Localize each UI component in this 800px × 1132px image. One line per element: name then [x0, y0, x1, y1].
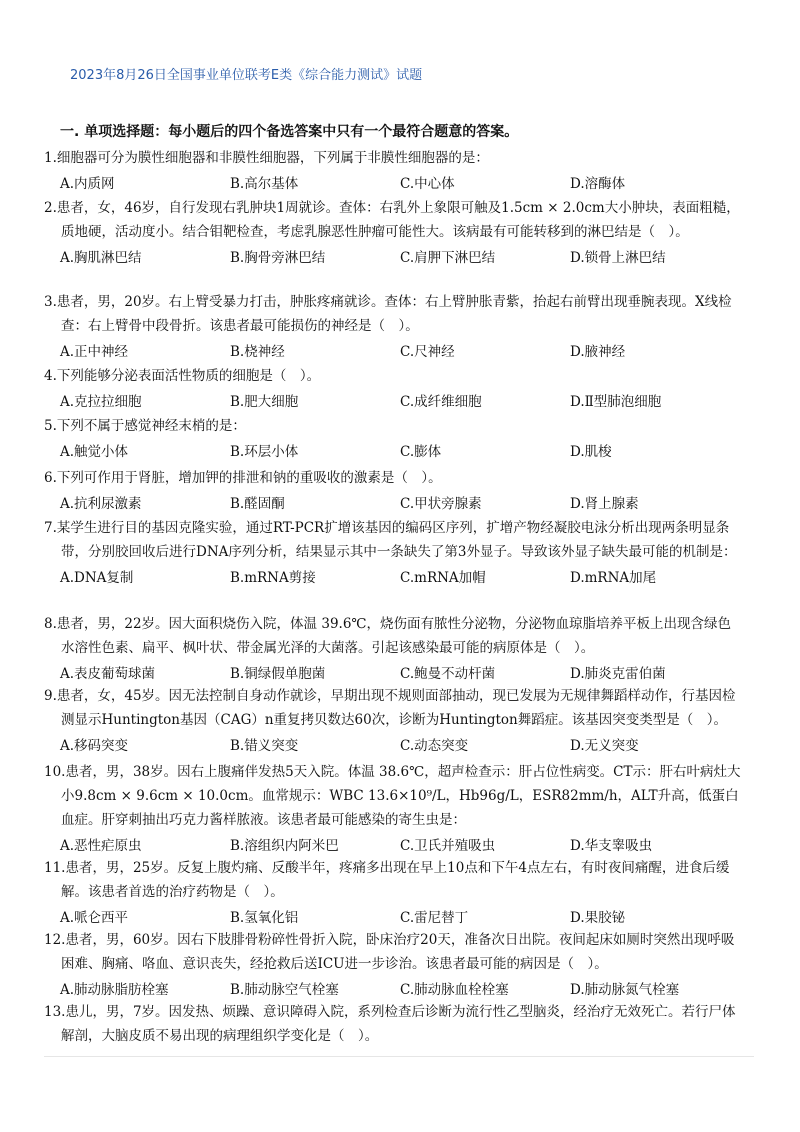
- option-b: B.铜绿假单胞菌: [230, 666, 326, 682]
- question-stem: 2.患者，女，46岁，自行发现右乳肿块1周就诊。查体：右乳外上象限可触及1.5cm × 2.0cm大小肿块，表面粗糙，质地硬，活动度小。结合钼靶检查，考虑乳腺恶性肿瘤可能性大。该病最有可能转移到的淋巴结是（ ）。: [44, 200, 740, 240]
- option-row: [44, 834, 744, 858]
- question-8: [44, 612, 744, 686]
- option-c: C.中心体: [400, 176, 455, 192]
- option-c: C.膨体: [400, 444, 442, 460]
- question-11: [44, 856, 744, 930]
- option-d: D.肺炎克雷伯菌: [570, 666, 666, 682]
- option-b: B.桡神经: [230, 344, 285, 360]
- question-4: [44, 364, 744, 414]
- option-row: [44, 172, 744, 196]
- option-b: B.mRNA剪接: [230, 570, 316, 586]
- option-row: [44, 662, 744, 686]
- option-b: B.肥大细胞: [230, 394, 299, 410]
- option-a: A.胸肌淋巴结: [60, 250, 142, 266]
- option-d: D.肌梭: [570, 444, 612, 460]
- question-stem: 3.患者，男，20岁。右上臂受暴力打击，肿胀疼痛就诊。查体：右上臂肿胀青紫，抬起右前臂出现垂腕表现。X线检查：右上臂骨中段骨折。该患者最可能损伤的神经是（ ）。: [44, 294, 732, 334]
- option-b: B.胸骨旁淋巴结: [230, 250, 326, 266]
- option-b: B.溶组织内阿米巴: [230, 838, 339, 854]
- option-row: [44, 340, 744, 364]
- question-9: [44, 684, 744, 758]
- question-stem: 8.患者，男，22岁。因大面积烧伤入院，体温 39.6℃，烧伤面有脓性分泌物，分泌物血琼脂培养平板上出现含绿色水溶性色素、扁平、枫叶状、带金属光泽的大菌落。引起该感染最可能的病原体是（ ）。: [44, 616, 732, 656]
- question-stem: 10.患者，男，38岁。因右上腹痛伴发热5天入院。体温 38.6℃，超声检查示：肝占位性病变。CT示：肝右叶病灶大小9.8cm × 9.6cm × 10.0cm。血常规示：WBC 13.6×10⁹/L，Hb96g/L，ESR82mm/h，ALT升高，低蛋白血症。肝穿刺抽出巧克力酱样脓液。该患者最可能感染的寄生虫是：: [44, 764, 741, 828]
- document-title: 2023年8月26日全国事业单位联考E类《综合能力测试》试题: [70, 68, 423, 83]
- option-a: A.肺动脉脂肪栓塞: [60, 982, 169, 998]
- option-a: A.内质网: [60, 176, 115, 192]
- option-a: A.触觉小体: [60, 444, 129, 460]
- question-12: [44, 928, 744, 1002]
- question-2: [44, 196, 744, 270]
- option-c: C.尺神经: [400, 344, 455, 360]
- question-6: [44, 466, 744, 516]
- option-c: C.肺动脉血栓栓塞: [400, 982, 509, 998]
- question-stem: 4.下列能够分泌表面活性物质的细胞是（ ）。: [44, 368, 321, 384]
- option-b: B.肺动脉空气栓塞: [230, 982, 339, 998]
- option-d: D.肺动脉氮气栓塞: [570, 982, 680, 998]
- question-1: [44, 146, 744, 196]
- option-b: B.环层小体: [230, 444, 299, 460]
- option-d: D.溶酶体: [570, 176, 626, 192]
- question-stem: 7.某学生进行目的基因克隆实验，通过RT-PCR扩增该基因的编码区序列，扩增产物经凝胶电泳分析出现两条明显条带，分别胶回收后进行DNA序列分析，结果显示其中一条缺失了第3外显子。导致该外显子缺失最可能的机制是：: [44, 520, 737, 560]
- option-c: C.肩胛下淋巴结: [400, 250, 496, 266]
- question-stem: 6.下列可作用于肾脏，增加钾的排泄和钠的重吸收的激素是（ ）。: [44, 470, 442, 486]
- option-a: A.DNA复制: [60, 570, 134, 586]
- section-title: 一. 单项选择题：每小题后的四个备选答案中只有一个最符合题意的答案。: [60, 124, 519, 140]
- question-stem: 12.患者，男，60岁。因右下肢腓骨粉碎性骨折入院，卧床治疗20天，准备次日出院。夜间起床如厕时突然出现呼吸困难、胸痛、咯血、意识丧失，经抢救后送ICU进一步诊治。该患者最可能的病因是（ ）。: [44, 932, 735, 972]
- option-a: A.表皮葡萄球菌: [60, 666, 156, 682]
- option-c: C.鲍曼不动杆菌: [400, 666, 496, 682]
- option-a: A.抗利尿激素: [60, 496, 142, 512]
- option-b: B.氢氧化铝: [230, 910, 299, 926]
- option-c: C.成纤维细胞: [400, 394, 482, 410]
- option-a: A.正中神经: [60, 344, 129, 360]
- question-5: [44, 414, 744, 464]
- option-a: A.克拉拉细胞: [60, 394, 142, 410]
- option-d: D.果胶铋: [570, 910, 626, 926]
- question-stem: 1.细胞器可分为膜性细胞器和非膜性细胞器，下列属于非膜性细胞器的是：: [44, 150, 489, 166]
- question-stem: 11.患者，男，25岁。反复上腹灼痛、反酸半年，疼痛多出现在早上10点和下午4点左右，有时夜间痛醒，进食后缓解。该患者首选的治疗药物是（ ）。: [44, 860, 730, 900]
- question-stem: 5.下列不属于感觉神经末梢的是：: [44, 418, 246, 434]
- option-c: C.甲状旁腺素: [400, 496, 482, 512]
- option-a: A.恶性疟原虫: [60, 838, 142, 854]
- option-row: [44, 906, 744, 930]
- option-row: [44, 978, 744, 1002]
- option-row: [44, 390, 744, 414]
- option-row: [44, 440, 744, 464]
- option-d: D.mRNA加尾: [570, 570, 657, 586]
- option-c: C.雷尼替丁: [400, 910, 469, 926]
- option-d: D.无义突变: [570, 738, 639, 754]
- option-row: [44, 734, 744, 758]
- question-stem: 13.患儿，男，7岁。因发热、烦躁、意识障碍入院，系列检查后诊断为流行性乙型脑炎，经治疗无效死亡。若行尸体解剖，大脑皮质不易出现的病理组织学变化是（ ）。: [44, 1004, 736, 1044]
- option-b: B.醛固酮: [230, 496, 285, 512]
- option-c: C.动态突变: [400, 738, 469, 754]
- option-d: D.锁骨上淋巴结: [570, 250, 666, 266]
- option-d: D.华支睾吸虫: [570, 838, 653, 854]
- option-c: C.mRNA加帽: [400, 570, 486, 586]
- question-7: [44, 516, 744, 590]
- option-a: A.移码突变: [60, 738, 129, 754]
- option-a: A.哌仑西平: [60, 910, 129, 926]
- option-b: B.错义突变: [230, 738, 299, 754]
- option-d: D.肾上腺素: [570, 496, 639, 512]
- option-row: [44, 492, 744, 516]
- option-row: [44, 246, 744, 270]
- question-3: [44, 290, 744, 364]
- option-d: D.腋神经: [570, 344, 626, 360]
- question-10: [44, 760, 744, 858]
- option-c: C.卫氏并殖吸虫: [400, 838, 496, 854]
- page-divider: [44, 1056, 754, 1057]
- option-row: [44, 566, 744, 590]
- question-13: [44, 1000, 744, 1048]
- option-d: D.Ⅱ型肺泡细胞: [570, 394, 662, 410]
- option-b: B.高尔基体: [230, 176, 299, 192]
- question-stem: 9.患者，女，45岁。因无法控制自身动作就诊，早期出现不规则面部抽动，现已发展为无规律舞蹈样动作，行基因检测显示Huntington基因（CAG）n重复拷贝数达60次，诊断为Huntington舞蹈症。该基因突变类型是（ ）。: [44, 688, 736, 728]
